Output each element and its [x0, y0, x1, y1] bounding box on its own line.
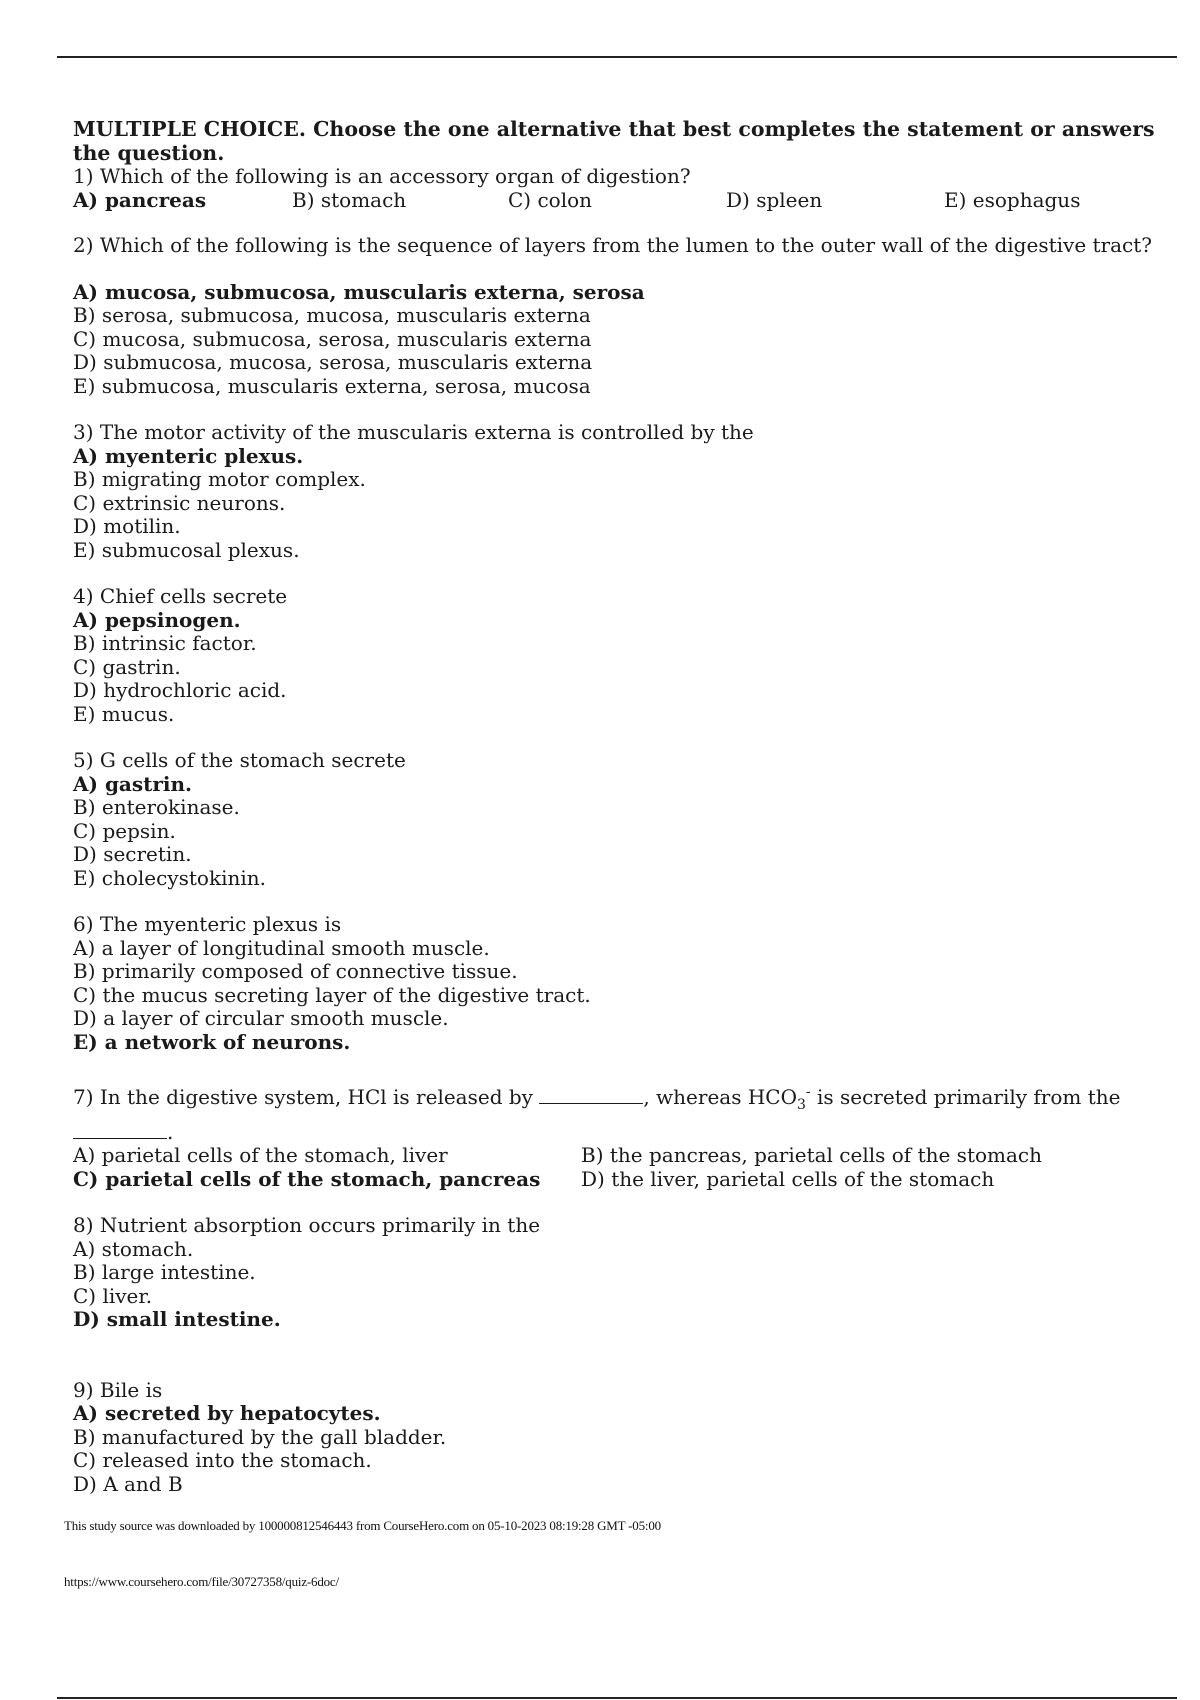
option-d: D) a layer of circular smooth muscle. — [73, 1006, 449, 1030]
option-a: A) myenteric plexus. — [73, 443, 304, 468]
question-8 — [73, 1214, 1173, 1332]
question-3 — [73, 421, 1173, 562]
option-b: B) primarily composed of connective tissue. — [73, 959, 518, 983]
option-grid — [73, 1144, 1173, 1191]
option-c: C) pepsin. — [73, 818, 176, 843]
question-9 — [73, 1379, 1173, 1497]
option-a: A) secreted by hepatocytes. — [73, 1401, 381, 1425]
option-d: D) motilin. — [73, 514, 181, 538]
option-d: D) secretin. — [73, 842, 192, 866]
option-a: A) pepsinogen. — [73, 607, 241, 632]
bottom-rule — [57, 1697, 1177, 1699]
option-b: B) migrating motor complex. — [73, 467, 366, 491]
subscript-3: 3 — [796, 1097, 806, 1113]
question-text — [73, 1081, 1173, 1118]
option-a: A) parietal cells of the stomach, liver — [73, 1143, 448, 1167]
option-c: C) mucosa, submucosa, serosa, muscularis externa — [73, 326, 592, 351]
option-b: B) serosa, submucosa, mucosa, muscularis externa — [73, 303, 591, 327]
question-text: 6) The myenteric plexus is — [73, 912, 342, 936]
superscript-minus: - — [805, 1084, 811, 1100]
question-text: 3) The motor activity of the muscularis externa is controlled by the — [73, 420, 754, 444]
question-text: 5) G cells of the stomach secrete — [73, 748, 406, 772]
question-1 — [73, 165, 1173, 212]
option-b: B) enterokinase. — [73, 795, 240, 819]
option-c: C) released into the stomach. — [73, 1448, 372, 1472]
quiz-content — [73, 117, 1173, 1496]
question-text-end — [73, 1118, 1173, 1145]
option-c: C) the mucus secreting layer of the digestive tract. — [73, 982, 591, 1007]
answer-blank-2 — [73, 1118, 167, 1139]
option-b: B) manufactured by the gall bladder. — [73, 1424, 447, 1449]
option-d: D) A and B — [73, 1471, 183, 1496]
question-5 — [73, 749, 1173, 890]
option-e: E) mucus. — [73, 701, 175, 726]
option-c: C) gastrin. — [73, 654, 181, 679]
option-b: B) intrinsic factor. — [73, 631, 257, 655]
option-e: E) a network of neurons. — [73, 1029, 351, 1054]
option-c: C) extrinsic neurons. — [73, 490, 286, 515]
question-period: . — [167, 1119, 174, 1144]
option-d: D) submucosa, mucosa, serosa, muscularis externa — [73, 350, 593, 374]
option-c: C) colon — [508, 187, 593, 212]
question-text-part: is secreted primarily from the — [810, 1085, 1121, 1109]
source-url[interactable]: https://www.coursehero.com/file/30727358/quiz-6doc/ — [64, 1574, 339, 1589]
option-d: D) hydrochloric acid. — [73, 678, 287, 702]
option-b: B) the pancreas, parietal cells of the stomach — [581, 1143, 1042, 1167]
option-d: D) the liver, parietal cells of the stomach — [581, 1166, 995, 1191]
top-rule — [57, 56, 1177, 58]
option-c: C) parietal cells of the stomach, pancreas — [73, 1166, 541, 1191]
question-text: 2) Which of the following is the sequence of layers from the lumen to the outer wall of the digestive tract? — [73, 233, 1152, 257]
option-e: E) esophagus — [944, 187, 1081, 212]
option-b: B) large intestine. — [73, 1260, 256, 1284]
option-e: E) cholecystokinin. — [73, 865, 266, 890]
option-e: E) submucosa, muscularis externa, serosa, mucosa — [73, 373, 591, 398]
question-2 — [73, 234, 1173, 398]
option-a: A) mucosa, submucosa, muscularis externa, serosa — [73, 279, 645, 304]
option-d: D) spleen — [726, 187, 823, 212]
option-a: A) gastrin. — [73, 771, 193, 796]
question-4 — [73, 585, 1173, 726]
option-c: C) liver. — [73, 1283, 153, 1308]
section-heading: MULTIPLE CHOICE. Choose the one alternative that best completes the statement or answers the question. — [73, 117, 1155, 165]
question-text-part: , whereas HCO — [643, 1085, 797, 1109]
download-notice: This study source was downloaded by 100000812546443 from CourseHero.com on 05-10-2023 08:19:28 GMT -05:00 — [64, 1518, 661, 1533]
question-text: 8) Nutrient absorption occurs primarily in the — [73, 1213, 541, 1237]
question-text: 9) Bile is — [73, 1377, 163, 1402]
option-d: D) small intestine. — [73, 1307, 281, 1331]
option-b: B) stomach — [292, 187, 407, 212]
question-text: 1) Which of the following is an accessory organ of digestion? — [73, 164, 691, 188]
option-a: A) pancreas — [73, 187, 207, 212]
option-e: E) submucosal plexus. — [73, 537, 300, 562]
question-text-part: 7) In the digestive system, HCl is released by — [73, 1085, 540, 1109]
question-6 — [73, 913, 1173, 1054]
option-a: A) stomach. — [73, 1236, 194, 1261]
answer-blank-1 — [539, 1085, 643, 1104]
question-7 — [73, 1081, 1173, 1191]
option-a: A) a layer of longitudinal smooth muscle. — [73, 935, 490, 960]
question-text: 4) Chief cells secrete — [73, 584, 288, 608]
option-row — [73, 189, 1173, 213]
